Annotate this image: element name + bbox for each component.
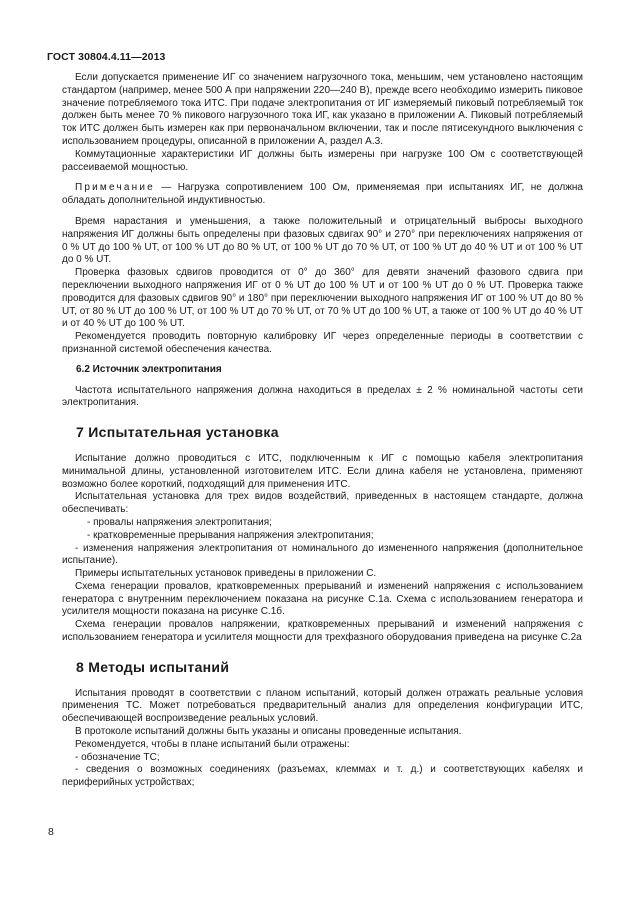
list-item: - кратковременные прерывания напряжения электропитания; xyxy=(87,529,374,541)
paragraph: Частота испытательного напряжения должна находиться в пределах ± 2 % номинальной частоты сети электропитания. xyxy=(62,384,583,409)
paragraph: Примеры испытательных установок приведены в приложении С. xyxy=(75,568,377,580)
paragraph: Проверка фазовых сдвигов проводится от 0° до 360° для девяти значений фазового сдвига при переключении выходного напряжения ИГ от 0 % UT до 100 % UT и от 100 % UT до 0 % UT. Проверка также проводится для фазовых сдвигов 90° и 180° при переключении выходного напряжения ИГ от 100 % UT до 80 % UT, от 80 % UT до 100 % UT, от 100 % UT до 70 % UT, от 70 % UT до 100 % UT, а также от 100 % UT до 40 % UT и от 40 % UT до 100 % UT. xyxy=(62,267,583,330)
paragraph: Испытание должно проводиться с ИТС, подключенным к ИГ с помощью кабеля электропитания минимальной длины, установленной изготовителем ИТС. Если длина кабеля не установлена, применяют возможно более короткий, подходящий для применения ИТС. xyxy=(62,452,583,490)
section-heading-7: 7 Испытательная установка xyxy=(76,424,279,441)
document-header: ГОСТ 30804.4.11—2013 xyxy=(47,51,166,63)
paragraph: Время нарастания и уменьшения, а также положительный и отрицательный выбросы выходного напряжения ИГ должны быть определены при фазовых сдвигах 90° и 270° при переключениях напряжения от 0 % UT до 100 % UT, от 100 % UT до 80 % UT, от 100 % UT до 70 % UT, от 100 % UT до 40 % UT и от 100 % UT до 0 % UT. xyxy=(62,215,583,266)
note-text: — Нагрузка сопротивлением 100 Ом, применяемая при испытаниях ИГ, не должна обладать дополнительной индуктивностью. xyxy=(62,182,583,207)
list-item: - сведения о возможных соединениях (разъемах, клеммах и т. д.) и соответствующих кабелях и периферийных устройствах; xyxy=(62,764,583,789)
list-item: - обозначение ТС; xyxy=(75,751,160,763)
section-heading-8: 8 Методы испытаний xyxy=(76,658,230,675)
page-number: 8 xyxy=(48,826,54,838)
paragraph: Испытательная установка для трех видов воздействий, приведенных в настоящем стандарте, должна обеспечивать: xyxy=(62,491,583,516)
note-label: Примечание xyxy=(75,182,155,194)
list-item: - провалы напряжения электропитания; xyxy=(87,516,272,528)
paragraph: Схема генерации провалов, кратковременных прерываний и изменений напряжения с использованием генератора с внутренним переключением показана на рисунке С.1а. Схема с использованием генератора и усилителя мощности показана на рисунке С.1б. xyxy=(62,580,583,618)
list-item: - изменения напряжения электропитания от номинального до измененного напряжения (дополнительное испытание). xyxy=(62,542,583,567)
page-body xyxy=(62,72,583,790)
paragraph: Если допускается применение ИГ со значением нагрузочного тока, меньшим, чем установлено настоящим стандартом (например, менее 500 А при напряжении 220—240 В), прежде всего необходимо измерить пиковое значение потребляемого тока ИТС. При подаче электропитания от ИГ измеряемый пиковый потребляемый ток должен быть менее 70 % пикового нагрузочного тока ИГ, как указано в приложении А. Пиковый потребляемый ток ИТС должен быть измерен как при первоначальном включении, так и после пятисекундного выключения с использованием процедуры, описанной в приложении А, раздел А.3. xyxy=(62,72,583,147)
subsection-heading: 6.2 Источник электропитания xyxy=(76,363,222,375)
note xyxy=(62,182,583,208)
paragraph: Испытания проводят в соответствии с планом испытаний, который должен отражать реальные условия применения ТС. Может потребоваться предварительный анализ для определения конфигурации ИТС, обеспечивающей воспроизведение реальных условий. xyxy=(62,687,583,725)
paragraph: Рекомендуется проводить повторную калибровку ИГ через определенные периоды в соответствии с признанной системой обеспечения качества. xyxy=(62,331,583,355)
paragraph: В протоколе испытаний должны быть указаны и описаны проведенные испытания. xyxy=(75,726,462,738)
paragraph: Схема генерации провалов напряжении, кратковременных прерываний и изменений напряжения с использованием генератора и усилителя мощности для трехфазного оборудования приведена на рисунке С.2а xyxy=(62,619,583,644)
paragraph: Коммутационные характеристики ИГ должны быть измерены при нагрузке 100 Ом с соответствующей рассеиваемой мощностью. xyxy=(62,148,583,173)
paragraph: Рекомендуется, чтобы в плане испытаний были отражены: xyxy=(75,738,350,750)
